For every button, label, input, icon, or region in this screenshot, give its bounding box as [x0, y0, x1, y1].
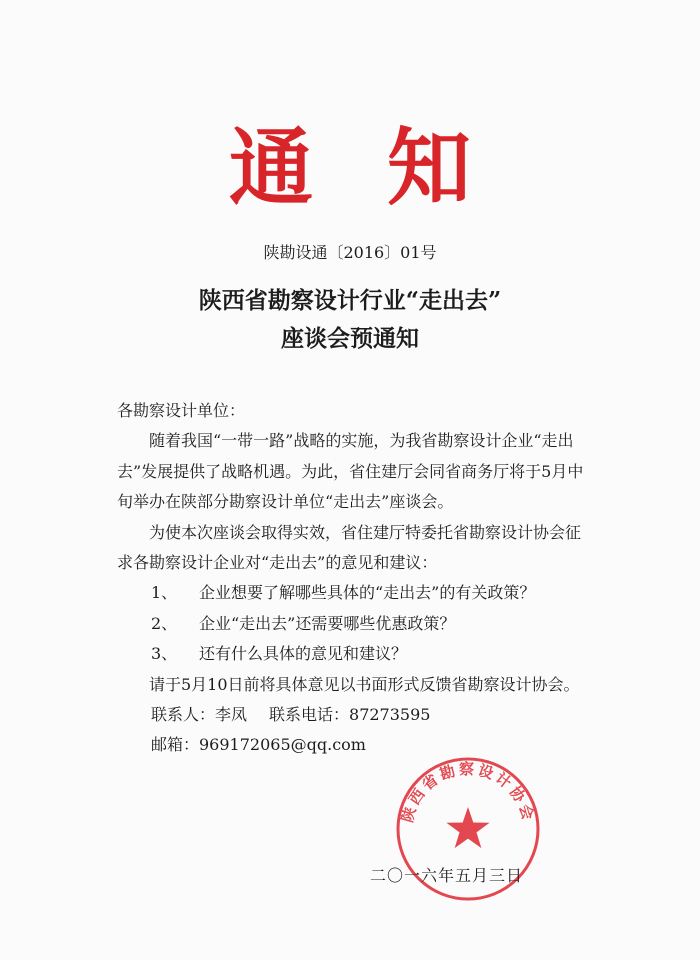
seal-text: 陕西省勘察设计协会	[398, 760, 538, 825]
question-item-1	[117, 578, 593, 608]
question-number: 3、	[151, 644, 178, 664]
document-title	[0, 282, 700, 358]
question-text: 企业“走出去”还需要哪些优惠政策？	[199, 613, 456, 633]
question-text: 还有什么具体的意见和建议？	[199, 644, 408, 664]
document-number: 陕勘设通〔2016〕01号	[263, 243, 437, 262]
question-text: 企业想要了解哪些具体的“走出去”的有关政策？	[199, 583, 536, 603]
contact-person: 联系人：李凤	[151, 705, 248, 725]
paragraph-1: 随着我国“一带一路”战略的实施，为我省勘察设计企业“走出去”发展提供了战略机遇。为此，省住建厅会同省商务厅将于5月中旬举办在陕部分勘察设计单位“走出去”座谈会。	[117, 431, 584, 512]
question-item-3	[117, 639, 593, 669]
paragraph-2: 为使本次座谈会取得实效，省住建厅特委托省勘察设计协会征求各勘察设计企业对“走出去”的意见和建议：	[117, 522, 582, 573]
question-item-2	[117, 609, 593, 639]
title-line-2: 座谈会预通知	[281, 325, 419, 352]
notice-body	[117, 396, 593, 761]
salutation: 各勘察设计单位：	[117, 401, 246, 420]
feedback-request: 请于5月10日前将具体意见以书面形式反馈省勘察设计协会。	[149, 674, 580, 694]
star-icon	[446, 807, 489, 848]
contact-phone: 联系电话：87273595	[269, 705, 431, 725]
question-number: 2、	[151, 613, 178, 633]
notice-header-title: 通知	[228, 118, 545, 217]
question-number: 1、	[151, 583, 178, 603]
contact-email: 邮箱：969172065@qq.com	[151, 735, 366, 755]
issue-date: 二〇一六年五月三日	[370, 866, 524, 885]
contact-line	[117, 700, 593, 730]
title-line-1: 陕西省勘察设计行业“走出去”	[198, 287, 502, 314]
